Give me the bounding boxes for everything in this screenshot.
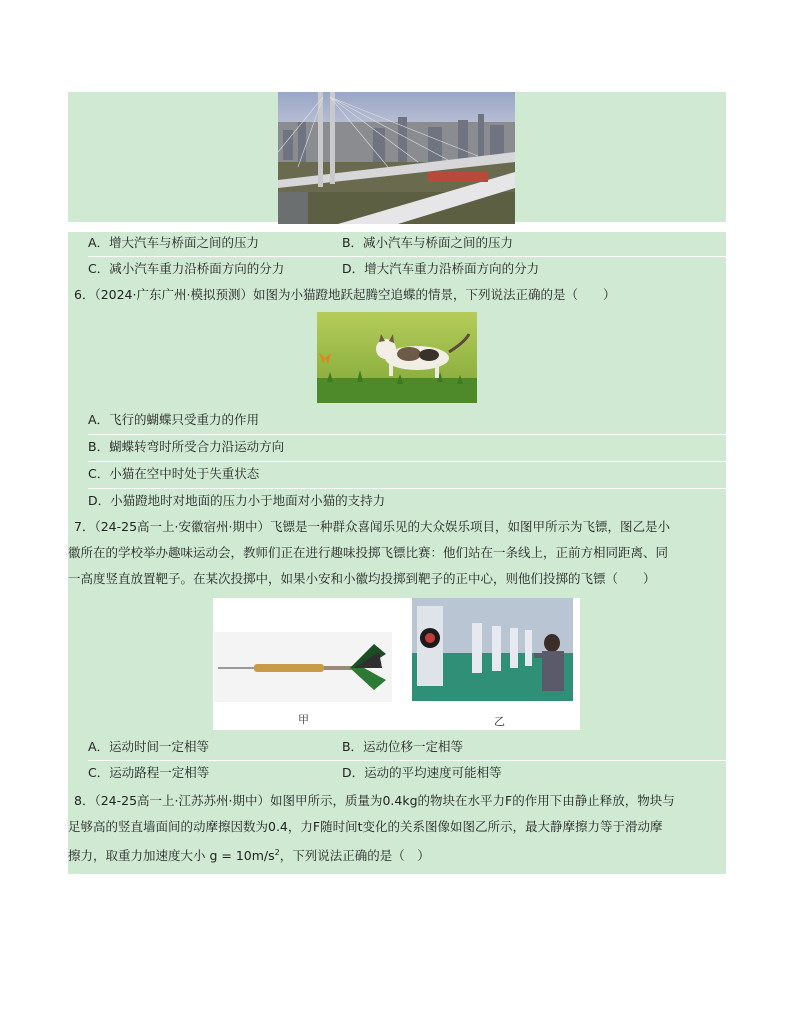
q7-options-row-2: [68, 762, 726, 784]
q8-stem-line-2: 足够高的竖直墙面间的动摩擦因数为0.4，力F随时间t变化的关系图像如图乙所示，最大静摩擦力等于滑动摩: [68, 819, 663, 834]
q7-options-row-1: [68, 736, 726, 758]
q8-superscript: 2: [274, 848, 280, 857]
q6-option-d[interactable]: D．小猫蹬地时对地面的压力小于地面对小猫的支持力: [88, 493, 386, 508]
dart-photo: [214, 632, 392, 702]
q8-stem-line-3b: ，下列说法正确的是（ ）: [279, 848, 430, 864]
q8-stem-line-1: 8．（24-25高一上·江苏苏州·期中）如图甲所示，质量为0.4kg的物块在水平力F的作用下由静止释放，物块与: [74, 793, 675, 808]
q5-options-row-2: [68, 258, 726, 280]
q7-option-d[interactable]: D．运动的平均速度可能相等: [341, 765, 502, 780]
q5-option-b[interactable]: B．减小汽车与桥面之间的压力: [341, 235, 514, 250]
q7-option-c[interactable]: C．运动路程一定相等: [88, 765, 210, 780]
q8-stem-line-3: [68, 840, 726, 869]
bridge-photo: [278, 92, 515, 224]
q7-stem: [68, 514, 726, 592]
figure-caption-jia: 甲: [298, 713, 309, 726]
q5-options-row-1: [68, 232, 726, 254]
q7-stem-line-1: 7．（24-25高一上·安徽宿州·期中）飞镖是一种群众喜闻乐见的大众娱乐项目，如图甲所示为飞镖，图乙是小: [74, 519, 670, 534]
q6-option-c[interactable]: C．小猫在空中时处于失重状态: [88, 466, 260, 481]
q6-option-b[interactable]: B．蝴蝶转弯时所受合力沿运动方向: [88, 439, 285, 454]
divider: [88, 488, 726, 489]
q6-option-a[interactable]: A．飞行的蝴蝶只受重力的作用: [88, 412, 260, 427]
divider: [88, 461, 726, 462]
figure-caption-yi: 乙: [494, 715, 505, 728]
divider: [88, 434, 726, 435]
cat-butterfly-photo: [317, 312, 477, 403]
divider: [88, 760, 726, 761]
q5-option-a[interactable]: A．增大汽车与桥面之间的压力: [88, 235, 260, 250]
q8-stem-line-3a: 擦力，取重力加速度大小 g = 10m/s: [68, 848, 275, 864]
q5-option-d[interactable]: D．增大汽车重力沿桥面方向的分力: [341, 261, 540, 276]
q8-stem: [68, 788, 726, 869]
q7-option-b[interactable]: B．运动位移一定相等: [341, 739, 464, 754]
q5-option-c[interactable]: C．减小汽车重力沿桥面方向的分力: [88, 261, 285, 276]
q7-stem-line-2: 徽所在的学校举办趣味运动会，教师们正在进行趣味投掷飞镖比赛：他们站在一条线上，正前方相同距离、同: [68, 545, 669, 560]
q7-stem-line-3: 一高度竖直放置靶子。在某次投掷中，如果小安和小徽均投掷到靶子的正中心，则他们投掷的飞镖（ ）: [68, 571, 656, 586]
divider: [88, 256, 726, 257]
q7-option-a[interactable]: A．运动时间一定相等: [88, 739, 210, 754]
q6-stem: 6．（2024·广东广州·模拟预测）如图为小猫蹬地跃起腾空追蝶的情景，下列说法正确的是（ ）: [74, 287, 616, 302]
dart-competition-photo: [412, 598, 573, 701]
